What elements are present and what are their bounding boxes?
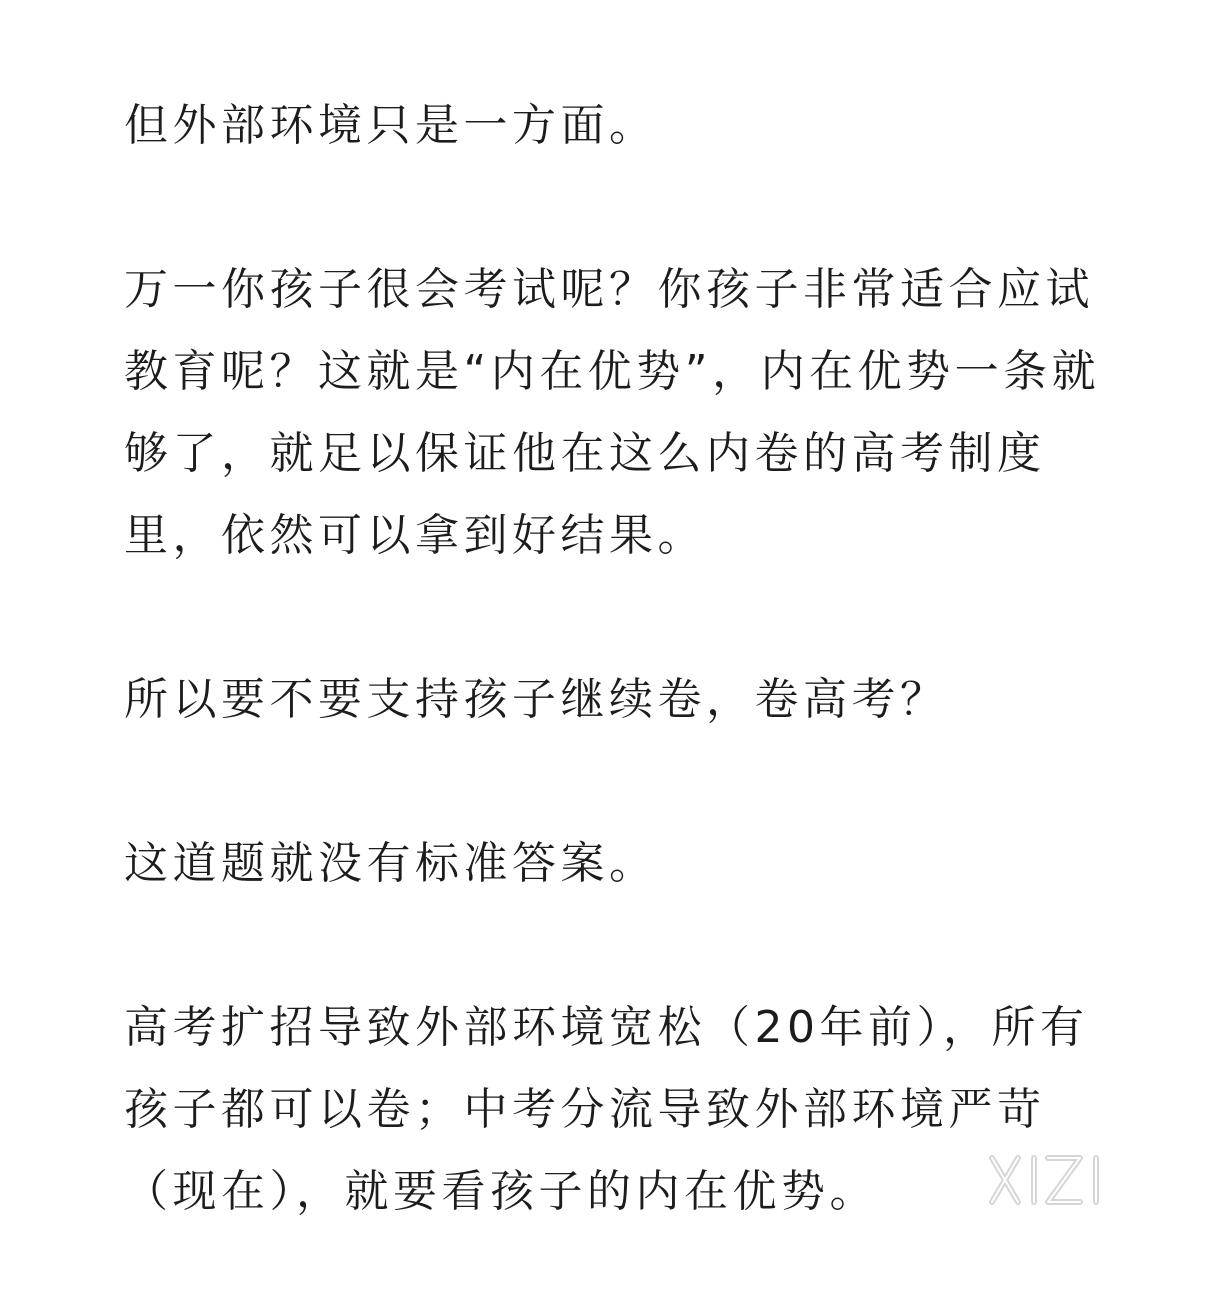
paragraph-4: 这道题就没有标准答案。 xyxy=(124,838,658,889)
paragraph-spacer xyxy=(124,577,1109,659)
paragraph-3: 所以要不要支持孩子继续卷，卷高考？ xyxy=(124,674,949,725)
paragraph-spacer xyxy=(124,741,1109,823)
paragraph-1: 但外部环境只是一方面。 xyxy=(124,100,658,151)
xizi-watermark-logo xyxy=(986,1150,1136,1210)
paragraph-spacer xyxy=(124,905,1109,987)
paragraph-spacer xyxy=(124,167,1109,249)
paragraph-5: 高考扩招导致外部环境宽松（20年前），所有孩子都可以卷；中考分流导致外部环境严苛（现在），就要看孩子的内在优势。 xyxy=(124,1002,1089,1217)
watermark-icon xyxy=(986,1150,1136,1210)
paragraph-2: 万一你孩子很会考试呢？你孩子非常适合应试教育呢？这就是“内在优势”，内在优势一条就够了，就足以保证他在这么内卷的高考制度里，依然可以拿到好结果。 xyxy=(124,264,1101,561)
article-body xyxy=(124,85,1109,1233)
